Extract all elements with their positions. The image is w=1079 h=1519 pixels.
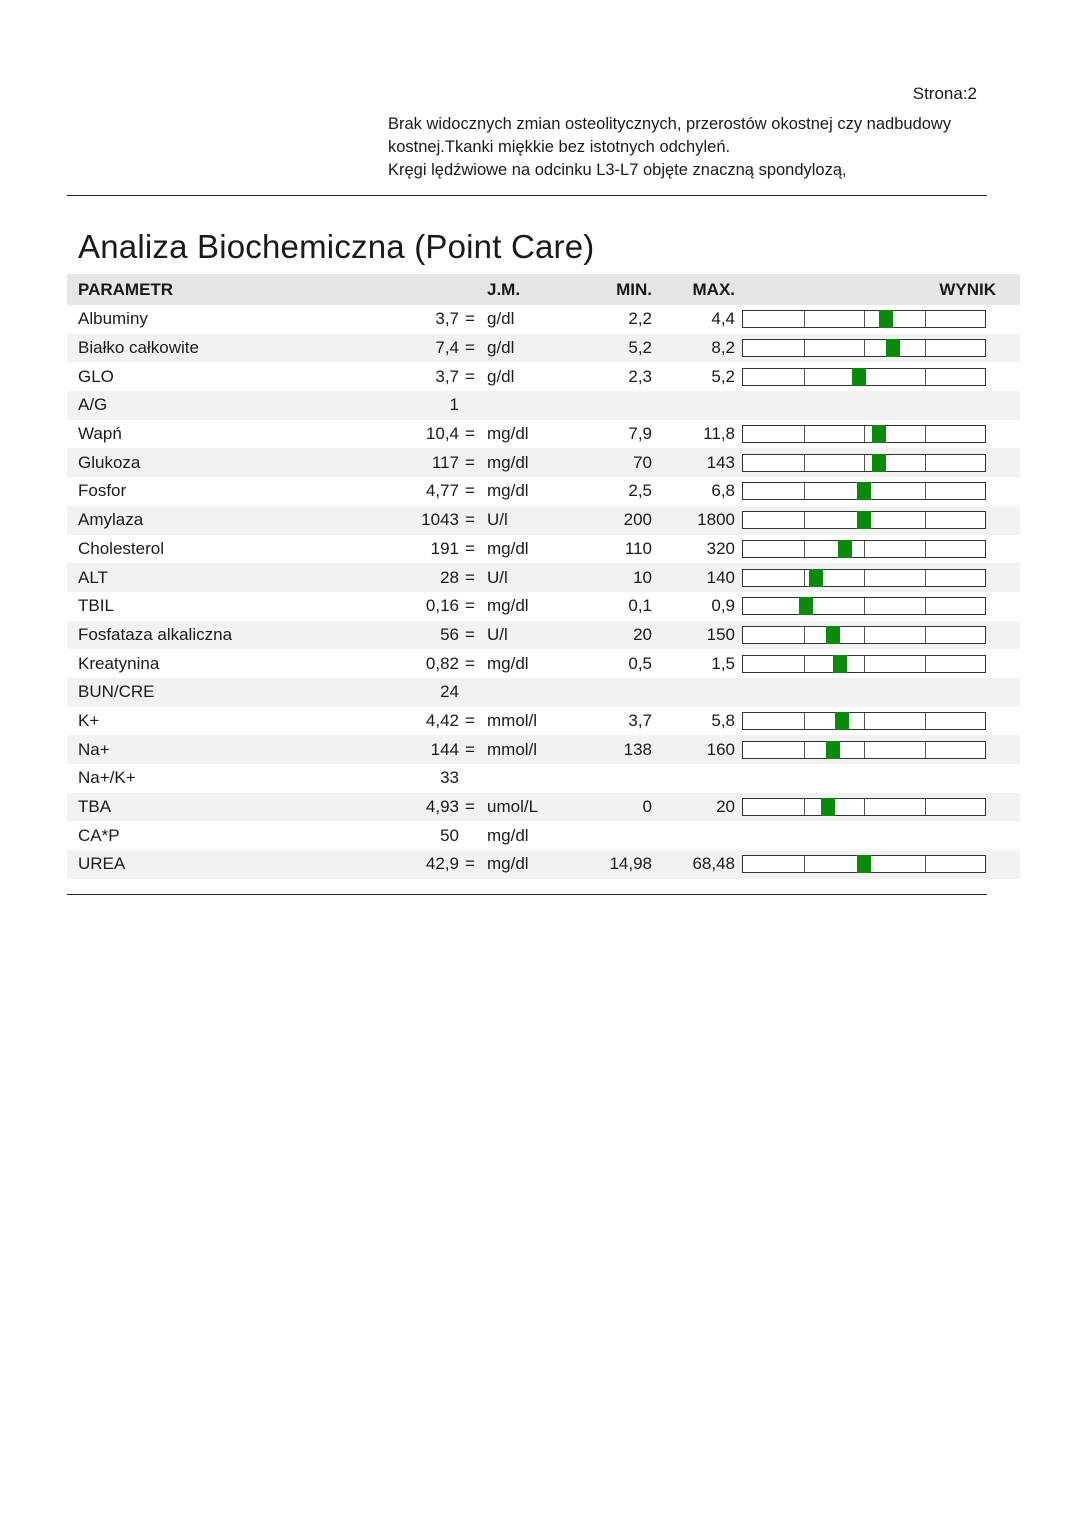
equals-sign: = <box>465 797 475 817</box>
param-name: GLO <box>78 366 114 386</box>
header-result: WYNIK <box>939 279 996 299</box>
unit: mmol/l <box>487 739 538 759</box>
result-gauge <box>742 511 986 529</box>
min-value: 0 <box>642 797 652 817</box>
gauge-divider <box>804 426 805 442</box>
result-value: 4,93 <box>425 797 459 817</box>
min-value: 5,2 <box>628 338 652 358</box>
param-name: TBA <box>78 797 112 817</box>
equals-sign: = <box>465 309 475 329</box>
equals-sign: = <box>465 538 475 558</box>
max-value: 1,5 <box>711 653 735 673</box>
equals-sign: = <box>465 366 475 386</box>
table-row <box>67 621 1020 650</box>
gauge-divider <box>864 455 865 471</box>
intro-text <box>388 113 1008 182</box>
gauge-divider <box>864 656 865 672</box>
param-name: Cholesterol <box>78 538 164 558</box>
unit: U/l <box>487 567 508 587</box>
min-value: 20 <box>633 624 652 644</box>
gauge-divider <box>864 799 865 815</box>
param-name: TBIL <box>78 596 114 616</box>
table-row <box>67 506 1020 535</box>
unit: g/dl <box>487 309 515 329</box>
min-value: 70 <box>633 452 652 472</box>
gauge-divider <box>864 541 865 557</box>
equals-sign: = <box>465 338 475 358</box>
equals-sign: = <box>465 452 475 472</box>
gauge-marker <box>886 339 900 357</box>
result-value: 3,7 <box>435 309 459 329</box>
max-value: 320 <box>706 538 735 558</box>
gauge-divider <box>804 627 805 643</box>
gauge-divider <box>804 455 805 471</box>
gauge-divider <box>925 426 926 442</box>
gauge-marker <box>809 569 823 587</box>
table-row <box>67 391 1020 420</box>
gauge-marker <box>857 855 871 873</box>
gauge-divider <box>925 627 926 643</box>
table-row <box>67 592 1020 621</box>
gauge-divider <box>925 570 926 586</box>
min-value: 10 <box>633 567 652 587</box>
table-header <box>67 274 1020 305</box>
max-value: 5,8 <box>711 710 735 730</box>
header-max: MAX. <box>692 279 735 299</box>
result-gauge <box>742 425 986 443</box>
result-value: 191 <box>430 538 459 558</box>
table-row <box>67 850 1020 879</box>
page-number: Strona:2 <box>912 84 977 103</box>
result-gauge <box>742 655 986 673</box>
result-value: 1 <box>449 395 459 415</box>
gauge-marker <box>857 511 871 529</box>
min-value: 2,3 <box>628 366 652 386</box>
param-name: BUN/CRE <box>78 682 155 702</box>
param-name: Na+/K+ <box>78 768 136 788</box>
gauge-divider <box>804 799 805 815</box>
top-divider <box>67 195 987 196</box>
table-row <box>67 707 1020 736</box>
result-value: 144 <box>430 739 459 759</box>
table-row <box>67 420 1020 449</box>
equals-sign: = <box>465 510 475 530</box>
result-gauge <box>742 482 986 500</box>
gauge-marker <box>821 798 835 816</box>
unit: mg/dl <box>487 424 529 444</box>
gauge-divider <box>804 656 805 672</box>
intro-line: kostnej.Tkanki miękkie bez istotnych odchyleń. <box>388 138 731 156</box>
table-row <box>67 649 1020 678</box>
result-gauge <box>742 597 986 615</box>
unit: mmol/l <box>487 710 538 730</box>
unit: mg/dl <box>487 452 529 472</box>
param-name: CA*P <box>78 825 120 845</box>
gauge-divider <box>925 512 926 528</box>
param-name: Glukoza <box>78 452 141 472</box>
result-gauge <box>742 454 986 472</box>
result-value: 1043 <box>421 510 459 530</box>
header-param: PARAMETR <box>78 279 174 299</box>
gauge-divider <box>925 856 926 872</box>
equals-sign: = <box>465 481 475 501</box>
gauge-marker <box>799 597 813 615</box>
gauge-divider <box>804 340 805 356</box>
max-value: 20 <box>716 797 735 817</box>
gauge-divider <box>864 713 865 729</box>
max-value: 160 <box>706 739 735 759</box>
gauge-divider <box>925 455 926 471</box>
table-row <box>67 764 1020 793</box>
equals-sign: = <box>465 653 475 673</box>
result-value: 117 <box>431 452 459 472</box>
unit: mg/dl <box>487 825 529 845</box>
gauge-divider <box>804 742 805 758</box>
gauge-divider <box>864 340 865 356</box>
result-gauge <box>742 540 986 558</box>
result-value: 3,7 <box>435 366 459 386</box>
result-value: 10,4 <box>425 424 459 444</box>
result-gauge <box>742 741 986 759</box>
gauge-divider <box>804 311 805 327</box>
gauge-divider <box>925 483 926 499</box>
gauge-divider <box>925 656 926 672</box>
result-gauge <box>742 569 986 587</box>
gauge-divider <box>925 598 926 614</box>
max-value: 1800 <box>697 510 735 530</box>
param-name: Albuminy <box>78 309 148 329</box>
param-name: UREA <box>78 854 126 874</box>
gauge-divider <box>864 426 865 442</box>
max-value: 11,8 <box>703 424 735 444</box>
result-value: 50 <box>440 825 459 845</box>
unit: U/l <box>487 624 508 644</box>
param-name: Na+ <box>78 739 110 759</box>
gauge-marker <box>838 540 852 558</box>
equals-sign: = <box>465 596 475 616</box>
equals-sign: = <box>465 424 475 444</box>
max-value: 5,2 <box>711 366 735 386</box>
equals-sign: = <box>465 739 475 759</box>
result-value: 33 <box>440 768 459 788</box>
unit: g/dl <box>487 366 515 386</box>
param-name: Wapń <box>78 424 122 444</box>
intro-line: Kręgi lędźwiowe na odcinku L3-L7 objęte znaczną spondylozą, <box>388 161 847 179</box>
unit: U/l <box>487 510 508 530</box>
unit: umol/L <box>487 797 539 817</box>
gauge-divider <box>864 742 865 758</box>
gauge-divider <box>925 340 926 356</box>
min-value: 14,98 <box>609 854 652 874</box>
result-gauge <box>742 368 986 386</box>
table-row <box>67 535 1020 564</box>
gauge-divider <box>925 742 926 758</box>
table-row <box>67 678 1020 707</box>
gauge-divider <box>864 311 865 327</box>
gauge-divider <box>804 512 805 528</box>
table-row <box>67 305 1020 334</box>
biochem-table <box>67 274 1020 879</box>
table-row <box>67 793 1020 822</box>
table-row <box>67 362 1020 391</box>
gauge-divider <box>804 483 805 499</box>
gauge-divider <box>804 369 805 385</box>
unit: mg/dl <box>487 653 529 673</box>
equals-sign: = <box>465 854 475 874</box>
gauge-divider <box>804 541 805 557</box>
param-name: Amylaza <box>78 510 144 530</box>
table-row <box>67 448 1020 477</box>
gauge-divider <box>864 627 865 643</box>
gauge-marker <box>872 425 886 443</box>
max-value: 140 <box>706 567 735 587</box>
gauge-marker <box>872 454 886 472</box>
unit: mg/dl <box>487 596 529 616</box>
equals-sign: = <box>465 567 475 587</box>
gauge-divider <box>925 799 926 815</box>
gauge-marker <box>879 310 893 328</box>
min-value: 3,7 <box>628 710 652 730</box>
unit: g/dl <box>487 338 515 358</box>
param-name: Kreatynina <box>78 653 160 673</box>
result-value: 4,77 <box>425 481 459 501</box>
gauge-divider <box>864 570 865 586</box>
unit: mg/dl <box>487 481 529 501</box>
param-name: Białko całkowite <box>78 338 199 358</box>
gauge-divider <box>804 856 805 872</box>
param-name: Fosfataza alkaliczna <box>78 624 233 644</box>
table-body <box>67 305 1020 879</box>
max-value: 6,8 <box>711 481 735 501</box>
max-value: 150 <box>706 624 735 644</box>
gauge-divider <box>925 311 926 327</box>
gauge-marker <box>833 655 847 673</box>
min-value: 7,9 <box>628 424 652 444</box>
param-name: A/G <box>78 395 108 415</box>
result-value: 24 <box>440 682 459 702</box>
section-title: Analiza Biochemiczna (Point Care) <box>78 228 595 265</box>
min-value: 110 <box>624 538 652 558</box>
min-value: 0,5 <box>628 653 652 673</box>
gauge-marker <box>852 368 866 386</box>
gauge-divider <box>804 570 805 586</box>
min-value: 138 <box>623 739 652 759</box>
param-name: ALT <box>78 567 108 587</box>
max-value: 4,4 <box>711 309 735 329</box>
result-gauge <box>742 339 986 357</box>
min-value: 0,1 <box>628 596 652 616</box>
min-value: 2,2 <box>628 309 652 329</box>
min-value: 200 <box>623 510 652 530</box>
gauge-divider <box>925 369 926 385</box>
gauge-marker <box>826 626 840 644</box>
gauge-divider <box>925 541 926 557</box>
gauge-divider <box>804 713 805 729</box>
result-value: 0,82 <box>425 653 459 673</box>
unit: mg/dl <box>487 538 529 558</box>
param-name: Fosfor <box>78 481 127 501</box>
gauge-marker <box>826 741 840 759</box>
gauge-marker <box>857 482 871 500</box>
result-value: 0,16 <box>425 596 459 616</box>
max-value: 143 <box>706 452 735 472</box>
result-gauge <box>742 310 986 328</box>
bottom-divider <box>67 894 987 895</box>
result-value: 42,9 <box>425 854 459 874</box>
table-row <box>67 821 1020 850</box>
table-row <box>67 334 1020 363</box>
result-gauge <box>742 855 986 873</box>
unit: mg/dl <box>487 854 529 874</box>
header-unit: J.M. <box>487 279 521 299</box>
gauge-marker <box>835 712 849 730</box>
result-value: 7,4 <box>435 338 459 358</box>
param-name: K+ <box>78 710 100 730</box>
table-row <box>67 735 1020 764</box>
gauge-divider <box>864 598 865 614</box>
max-value: 68,48 <box>692 854 735 874</box>
gauge-divider <box>925 713 926 729</box>
result-gauge <box>742 798 986 816</box>
result-value: 4,42 <box>425 710 459 730</box>
intro-line: Brak widocznych zmian osteolitycznych, przerostów okostnej czy nadbudowy <box>388 115 952 133</box>
table-row <box>67 477 1020 506</box>
result-gauge <box>742 626 986 644</box>
max-value: 0,9 <box>711 596 735 616</box>
max-value: 8,2 <box>711 338 735 358</box>
equals-sign: = <box>465 710 475 730</box>
header-min: MIN. <box>616 279 652 299</box>
table-row <box>67 563 1020 592</box>
equals-sign: = <box>465 624 475 644</box>
result-value: 28 <box>440 567 459 587</box>
result-gauge <box>742 712 986 730</box>
result-value: 56 <box>440 624 459 644</box>
min-value: 2,5 <box>628 481 652 501</box>
